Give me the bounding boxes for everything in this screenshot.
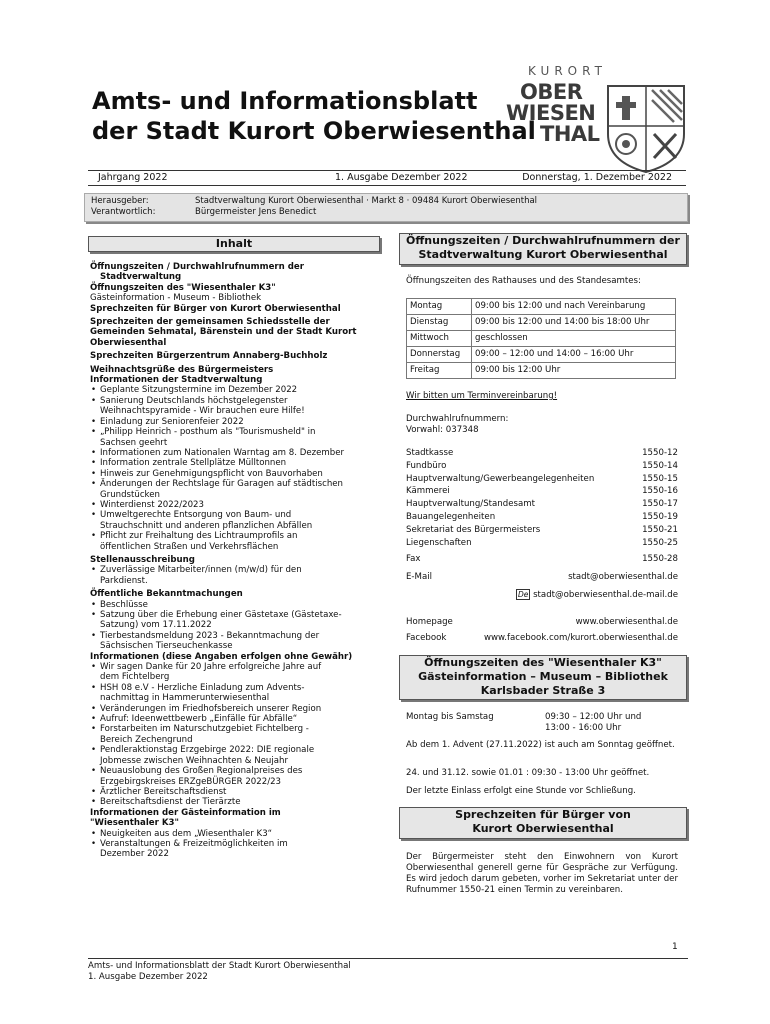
toc-list-item: • Pendleraktionstag Erzgebirge 2022: DIE regionale <box>100 745 380 755</box>
sprechzeiten-text: Der Bürgermeister steht den Einwohnern von Kurort Oberwiesenthal generell gerne für Gespräche zur Verfügung. Es wird jedoch darum gebeten, vorher im Sekretariat unter der Rufnummer 1550-21 einen Termin zu vereinbaren. <box>406 852 678 895</box>
directory-name: Kämmerei <box>406 486 450 497</box>
hours-time: 09:00 – 12:00 und 14:00 – 16:00 Uhr <box>472 347 676 363</box>
toc-section-heading: Öffnungszeiten / Durchwahlrufnummern der <box>90 262 304 272</box>
hours-time: 09:00 bis 12:00 Uhr <box>472 363 676 379</box>
facebook-row <box>406 633 678 644</box>
toc-list-item-continuation: Jobmesse zwischen Weihnachten & Neujahr <box>100 755 288 766</box>
directory-row <box>406 537 678 550</box>
directory-row <box>406 460 678 473</box>
hours-day: Dienstag <box>407 315 472 331</box>
toc-list-item: • Ärztlicher Bereitschaftsdienst <box>100 787 380 797</box>
k3-special-hours: 24. und 31.12. sowie 01.01 : 09:30 - 13:00 Uhr geöffnet. <box>406 768 650 778</box>
title-line-1: Amts- und Informationsblatt <box>92 87 478 115</box>
directory-number: 1550-14 <box>642 460 678 471</box>
toc-list-item: • HSH 08 e.V - Herzliche Einladung zum Advents- <box>100 683 380 693</box>
responsible-label: Verantwortlich: <box>91 207 156 217</box>
sprechzeiten-heading-line-2: Kurort Oberwiesenthal <box>472 822 614 835</box>
hours-row <box>407 315 676 331</box>
toc-list-item: • Forstarbeiten im Naturschutzgebiet Fichtelberg - <box>100 724 380 734</box>
publisher-label: Herausgeber: <box>91 196 149 206</box>
footer-line-1: Amts- und Informationsblatt der Stadt Kurort Oberwiesenthal <box>88 961 351 971</box>
k3-heading-line-1: Öffnungszeiten des "Wiesenthaler K3" <box>424 656 662 669</box>
directory-number: 1550-17 <box>642 499 678 510</box>
responsible-value: Bürgermeister Jens Benedict <box>195 207 317 217</box>
k3-heading <box>399 655 687 700</box>
hours-time: 09:00 bis 12:00 und 14:00 bis 18:00 Uhr <box>472 315 676 331</box>
title-line-2: der Stadt Kurort Oberwiesenthal <box>92 117 536 145</box>
issue-meta-row <box>88 170 686 186</box>
k3-heading-line-3: Karlsbader Straße 3 <box>480 684 606 697</box>
email-row <box>406 572 678 583</box>
directory-name: Liegenschaften <box>406 537 472 548</box>
directory-number: 1550-16 <box>642 486 678 497</box>
toc-section-heading: Informationen (diese Angaben erfolgen ohne Gewähr) <box>90 651 353 662</box>
toc-list-item: • Pflicht zur Freihaltung des Lichtraumprofils an <box>100 531 380 541</box>
page-number: 1 <box>672 942 678 952</box>
directory-row <box>406 498 678 511</box>
appointment-note: Wir bitten um Terminvereinbarung! <box>406 391 558 401</box>
hours-day: Freitag <box>407 363 472 379</box>
toc-list-item: • Aufruf: Ideenwettbewerb „Einfälle für Abfälle“ <box>100 714 380 724</box>
publisher-value: Stadtverwaltung Kurort Oberwiesenthal · Markt 8 · 09484 Kurort Oberwiesenthal <box>195 196 538 206</box>
toc-section-heading: Gemeinden Sehmatal, Bärenstein und der Stadt Kurort <box>90 327 357 338</box>
toc-list-item: • Satzung über die Erhebung einer Gästetaxe (Gästetaxe- <box>100 610 380 620</box>
toc-list-item: • Beschlüsse <box>100 600 380 610</box>
page-footer <box>88 958 688 983</box>
toc-list-item: • Neuigkeiten aus dem „Wiesenthaler K3“ <box>100 829 380 839</box>
directory-name: Hauptverwaltung/Gewerbeangelegenheiten <box>406 473 595 484</box>
sprechzeiten-heading <box>399 807 687 839</box>
toc-list-item: • Information zentrale Stellplätze Mülltonnen <box>100 458 380 468</box>
rathaus-heading-line-1: Öffnungszeiten / Durchwahlrufnummern der <box>406 234 680 247</box>
toc-list-item: • Einladung zur Seniorenfeier 2022 <box>100 417 380 427</box>
email-label: E-Mail <box>406 572 432 582</box>
k3-heading-line-2: Gästeinformation – Museum – Bibliothek <box>418 670 668 683</box>
toc-list-item: • Informationen zum Nationalen Warntag am 8. Dezember <box>100 448 380 458</box>
fax-label: Fax <box>406 554 421 564</box>
toc-list-item: • Hinweis zur Genehmigungspflicht von Bauvorhaben <box>100 469 380 479</box>
toc-heading: Inhalt <box>88 236 380 252</box>
sprechzeiten-heading-line-1: Sprechzeiten für Bürger von <box>455 808 631 821</box>
toc-list-item-continuation: Bereich Zechengrund <box>100 734 193 745</box>
toc-list-item: • Winterdienst 2022/2023 <box>100 500 380 510</box>
toc-section-heading: Weihnachtsgrüße des Bürgermeisters <box>90 364 274 375</box>
toc-list-item-continuation: öffentlichen Straßen und Verkehrsflächen <box>100 541 279 552</box>
toc-list-item-continuation: Weihnachtspyramide - Wir brauchen eure Hilfe! <box>100 406 305 417</box>
directory-number: 1550-12 <box>642 448 678 458</box>
issue-date: Donnerstag, 1. Dezember 2022 <box>522 172 672 183</box>
toc-list-item: • Geplante Sitzungstermine im Dezember 2022 <box>100 385 380 395</box>
toc-list-item: • Änderungen der Rechtslage für Garagen auf städtischen <box>100 479 380 489</box>
directory-number: 1550-21 <box>642 524 678 535</box>
toc-list-item: • Veranstaltungen & Freizeitmöglichkeiten im <box>100 839 380 849</box>
toc-list-item-continuation: Sächsischen Tierseuchenkasse <box>100 641 233 652</box>
k3-time-1: 09:30 – 12:00 Uhr und <box>545 712 642 722</box>
k3-days: Montag bis Samstag <box>406 712 494 722</box>
rathaus-intro: Öffnungszeiten des Rathauses und des Standesamtes: <box>406 276 641 286</box>
phone-directory <box>406 447 678 549</box>
toc-list-item-continuation: nachmittag in Hammerunterwiesenthal <box>100 693 270 704</box>
homepage-link[interactable]: www.oberwiesenthal.de <box>575 617 678 627</box>
facebook-label: Facebook <box>406 633 447 643</box>
directory-row <box>406 473 678 486</box>
toc-list-item-continuation: dem Fichtelberg <box>100 672 170 683</box>
toc-section-heading: Stellenausschreibung <box>90 554 195 565</box>
direct-dial-label: Durchwahlrufnummern: <box>406 414 509 424</box>
toc-list-item-continuation: Erzgebirgskreises ERZgeBÜRGER 2022/23 <box>100 776 282 787</box>
hours-row <box>407 347 676 363</box>
toc-list-item: • Bereitschaftsdienst der Tierärzte <box>100 797 380 807</box>
rathaus-hours-table <box>406 298 676 379</box>
de-mail-badge: De <box>517 590 529 599</box>
hours-day: Mittwoch <box>407 331 472 347</box>
hours-day: Montag <box>407 299 472 315</box>
hours-row <box>407 299 676 315</box>
toc-section-heading: Informationen der Gästeinformation im <box>90 807 281 818</box>
directory-name: Sekretariat des Bürgermeisters <box>406 524 541 535</box>
rathaus-heading <box>399 233 687 265</box>
de-mail-link[interactable]: stadt@oberwiesenthal.de-mail.de <box>533 590 678 600</box>
toc-list-item-continuation: Dezember 2022 <box>100 849 169 860</box>
toc-section-heading: Öffnungszeiten des "Wiesenthaler K3" <box>90 282 276 293</box>
hours-time: geschlossen <box>472 331 676 347</box>
toc-list-item-continuation: Grundstücken <box>100 489 160 500</box>
k3-time-2: 13:00 - 16:00 Uhr <box>545 723 622 733</box>
logo-wiesen-text: WIESEN <box>506 101 596 125</box>
logo-kurort-text: KURORT <box>528 64 607 78</box>
coat-of-arms-logo <box>604 82 688 174</box>
toc-section-heading: Öffentliche Bekanntmachungen <box>90 589 243 600</box>
toc-list-item: • Umweltgerechte Entsorgung von Baum- und <box>100 510 380 520</box>
email-link[interactable]: stadt@oberwiesenthal.de <box>568 572 678 582</box>
logo-ober-text: OBER <box>520 80 583 104</box>
table-of-contents <box>90 262 380 860</box>
directory-row <box>406 524 678 537</box>
directory-name: Bauangelegenheiten <box>406 511 496 522</box>
publisher-box <box>84 193 688 222</box>
volume: Jahrgang 2022 <box>98 172 168 183</box>
toc-list-item: • Neuauslobung des Großen Regionalpreises des <box>100 766 380 776</box>
toc-section-heading: Informationen der Stadtverwaltung <box>90 375 263 386</box>
directory-row <box>406 511 678 524</box>
toc-list-item: • Zuverlässige Mitarbeiter/innen (m/w/d) für den <box>100 565 380 575</box>
directory-name: Hauptverwaltung/Standesamt <box>406 499 535 510</box>
toc-list-item: • Veränderungen im Friedhofsbereich unserer Region <box>100 704 380 714</box>
toc-list-item-continuation: Sachsen geehrt <box>100 437 168 448</box>
directory-number: 1550-15 <box>642 473 678 484</box>
toc-list-item: • „Philipp Heinrich - posthum als "Tourismusheld" in <box>100 427 380 437</box>
rathaus-heading-line-2: Stadtverwaltung Kurort Oberwiesenthal <box>418 248 668 261</box>
homepage-row <box>406 617 678 628</box>
toc-section-heading: Sprechzeiten für Bürger von Kurort Oberwiesenthal <box>90 303 341 314</box>
directory-name: Stadtkasse <box>406 448 454 458</box>
footer-line-2: 1. Ausgabe Dezember 2022 <box>88 972 208 982</box>
toc-section-heading: Sprechzeiten Bürgerzentrum Annaberg-Buchholz <box>90 351 328 362</box>
k3-last-entry: Der letzte Einlass erfolgt eine Stunde vor Schließung. <box>406 786 636 796</box>
k3-advent-note: Ab dem 1. Advent (27.11.2022) ist auch am Sonntag geöffnet. <box>406 740 675 750</box>
directory-number: 1550-19 <box>642 511 678 522</box>
page-title <box>92 86 536 146</box>
toc-list-item: • Tierbestandsmeldung 2023 - Bekanntmachung der <box>100 631 380 641</box>
fax-number: 1550-28 <box>642 554 678 564</box>
toc-section-heading: "Wiesenthaler K3" <box>90 818 179 829</box>
logo-thal-text: THAL <box>540 122 600 146</box>
toc-section-heading: Oberwiesenthal <box>90 337 167 348</box>
toc-list-item-continuation: Strauchschnitt und anderen pflanzlichen Abfällen <box>100 520 313 531</box>
toc-list-item-continuation: Parkdienst. <box>100 575 148 586</box>
toc-list-item: • Sanierung Deutschlands höchstgelegenster <box>100 396 380 406</box>
directory-row <box>406 447 678 460</box>
directory-row <box>406 485 678 498</box>
facebook-link[interactable]: www.facebook.com/kurort.oberwiesenthal.de <box>483 633 678 643</box>
de-mail-row <box>510 589 678 603</box>
toc-section-heading: Sprechzeiten der gemeinsamen Schiedsstelle der <box>90 317 330 328</box>
hours-row <box>407 363 676 379</box>
hours-time: 09:00 bis 12:00 und nach Vereinbarung <box>472 299 676 315</box>
toc-list-item: • Wir sagen Danke für 20 Jahre erfolgreiche Jahre auf <box>100 662 380 672</box>
area-code: Vorwahl: 037348 <box>406 425 479 435</box>
hours-row <box>407 331 676 347</box>
toc-entry: Gästeinformation - Museum - Bibliothek <box>90 293 262 304</box>
fax-row <box>406 554 678 565</box>
directory-number: 1550-25 <box>642 537 678 548</box>
directory-name: Fundbüro <box>406 460 447 471</box>
homepage-label: Homepage <box>406 617 453 627</box>
hours-day: Donnerstag <box>407 347 472 363</box>
toc-list-item-continuation: Satzung) vom 17.11.2022 <box>100 620 212 631</box>
toc-section-heading: Stadtverwaltung <box>100 272 182 283</box>
issue: 1. Ausgabe Dezember 2022 <box>335 172 468 183</box>
